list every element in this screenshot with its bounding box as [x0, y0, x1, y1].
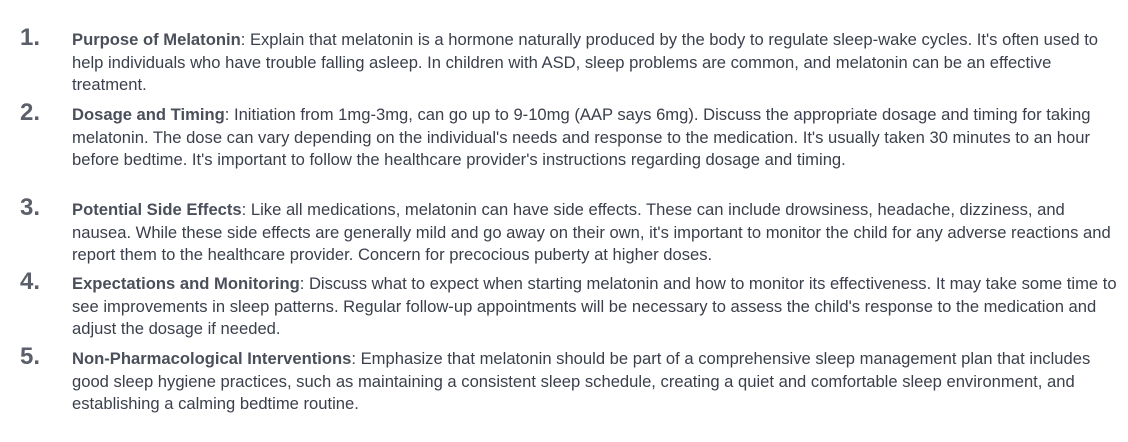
item-text: : Explain that melatonin is a hormone naturally produced by the body to regulate sleep-wake cycles. It's often used to help individuals who have trouble falling asleep. In children with ASD, sleep problems are common, and melatonin can be an effective treatment.: [72, 30, 1099, 94]
item-number: 4.: [20, 268, 41, 295]
item-number: 1.: [20, 24, 41, 51]
item-text: : Initiation from 1mg-3mg, can go up to 9-10mg (AAP says 6mg). Discuss the appropriate dosage and timing for taking melatonin. The dose can vary depending on the individual's needs and response to the medication. It's usually taken 30 minutes to an hour before bedtime. It's important to follow the healthcare provider's instructions regarding dosage and timing.: [72, 105, 1091, 169]
item-number: 3.: [20, 194, 41, 221]
item-text: : Like all medications, melatonin can have side effects. These can include drowsiness, headache, dizziness, and nausea. While these side effects are generally mild and go away on their own, it's important to monitor the child for any adverse reactions and report them to the healthcare provider. Concern for precocious puberty at higher doses.: [72, 200, 1111, 264]
item-content: [72, 348, 1120, 416]
item-text: : Emphasize that melatonin should be part of a comprehensive sleep management plan that includes good sleep hygiene practices, such as maintaining a consistent sleep schedule, creating a quiet and comfortable sleep environment, and establishing a calming bedtime routine.: [72, 349, 1091, 413]
item-content: [72, 104, 1120, 172]
item-content: [72, 273, 1120, 341]
item-number: 5.: [20, 343, 41, 370]
item-term: Potential Side Effects: [72, 200, 242, 219]
item-text: : Discuss what to expect when starting melatonin and how to monitor its effectiveness. It may take some time to see improvements in sleep patterns. Regular follow-up appointments will be necessary to assess the child's response to the medication and adjust the dosage if needed.: [72, 274, 1117, 338]
item-content: [72, 199, 1120, 267]
item-number: 2.: [20, 99, 41, 126]
item-term: Non-Pharmacological Interventions: [72, 349, 352, 368]
item-content: [72, 29, 1120, 97]
item-term: Dosage and Timing: [72, 105, 225, 124]
item-term: Expectations and Monitoring: [72, 274, 300, 293]
item-term: Purpose of Melatonin: [72, 30, 241, 49]
